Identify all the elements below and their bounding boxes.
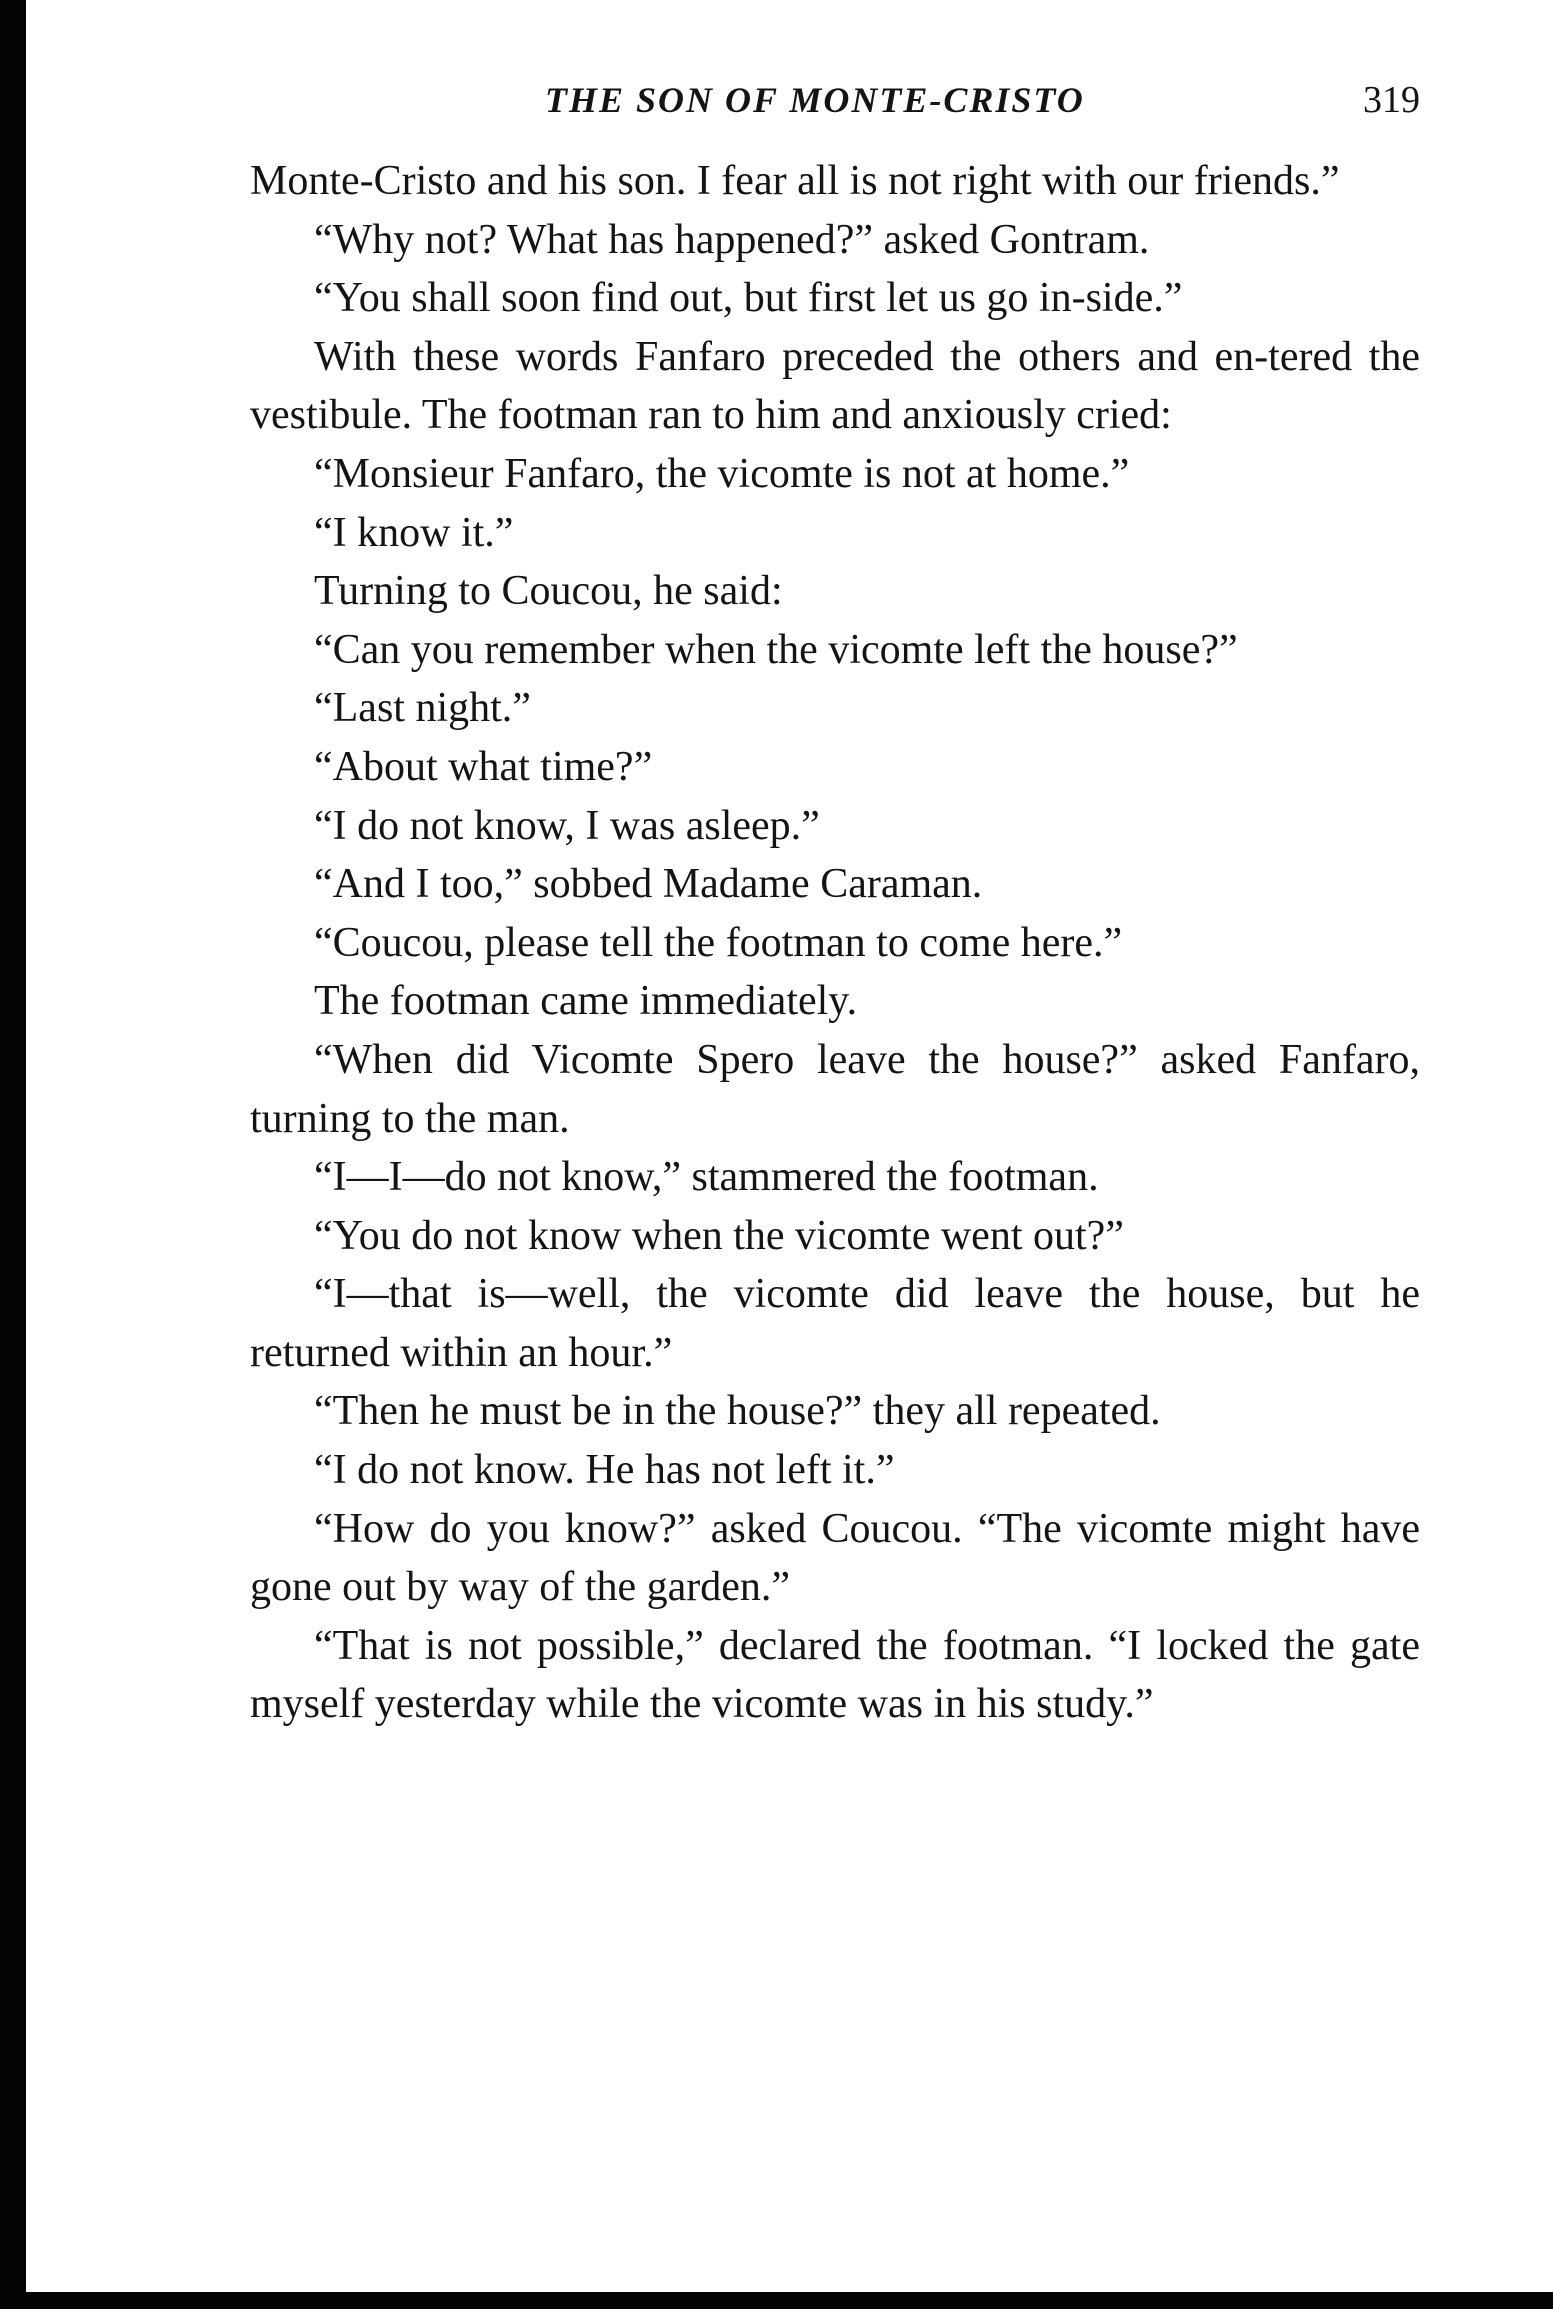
paragraph: “When did Vicomte Spero leave the house?” asked Fanfaro, turning to the man. (250, 1036, 1420, 1142)
paragraph: With these words Fanfaro preceded the others and en-tered the vestibule. The footman ran to him and anxiously cried: (250, 333, 1420, 439)
paragraph: “I do not know. He has not left it.” (314, 1447, 895, 1494)
paragraph-continued: Monte-Cristo and his son. I fear all is not right with our friends.” (250, 158, 1340, 204)
paragraph: “I know it.” (314, 509, 514, 556)
paragraph: “Coucou, please tell the footman to come here.” (314, 919, 1123, 966)
scan-left-edge (0, 0, 26, 2309)
scan-bottom-edge (0, 2292, 1553, 2309)
paragraph: “And I too,” sobbed Madame Caraman. (314, 861, 983, 908)
paragraph: “Last night.” (314, 685, 531, 732)
running-title: THE SON OF MONTE-CRISTO (545, 80, 1085, 120)
paragraph: “I—that is—well, the vicomte did leave the house, but he returned within an hour.” (250, 1271, 1420, 1376)
paragraph: “I do not know, I was asleep.” (314, 802, 820, 849)
paragraph: “Monsieur Fanfaro, the vicomte is not at home.” (314, 450, 1130, 497)
paragraph: “Can you remember when the vicomte left the house?” (314, 626, 1238, 673)
running-head (250, 70, 1420, 130)
paragraph: Turning to Coucou, he said: (314, 568, 783, 615)
paragraph: “That is not possible,” declared the footman. “I locked the gate myself yesterday while the vicomte was in his study.” (250, 1622, 1420, 1728)
paragraph: “I—I—do not know,” stammered the footman. (314, 1154, 1099, 1201)
text-body (250, 152, 1420, 1734)
page-number: 319 (1363, 79, 1420, 121)
paragraph: “You shall soon find out, but first let us go in-side.” (314, 275, 1183, 322)
paragraph: The footman came immediately. (314, 978, 858, 1025)
paragraph: “Then he must be in the house?” they all repeated. (314, 1388, 1161, 1435)
paragraph: “Why not? What has happened?” asked Gontram. (314, 216, 1150, 263)
paragraph: “About what time?” (314, 743, 653, 790)
paragraph: “How do you know?” asked Coucou. “The vicomte might have gone out by way of the garden.” (250, 1505, 1420, 1611)
paragraph: “You do not know when the vicomte went out?” (314, 1212, 1124, 1259)
